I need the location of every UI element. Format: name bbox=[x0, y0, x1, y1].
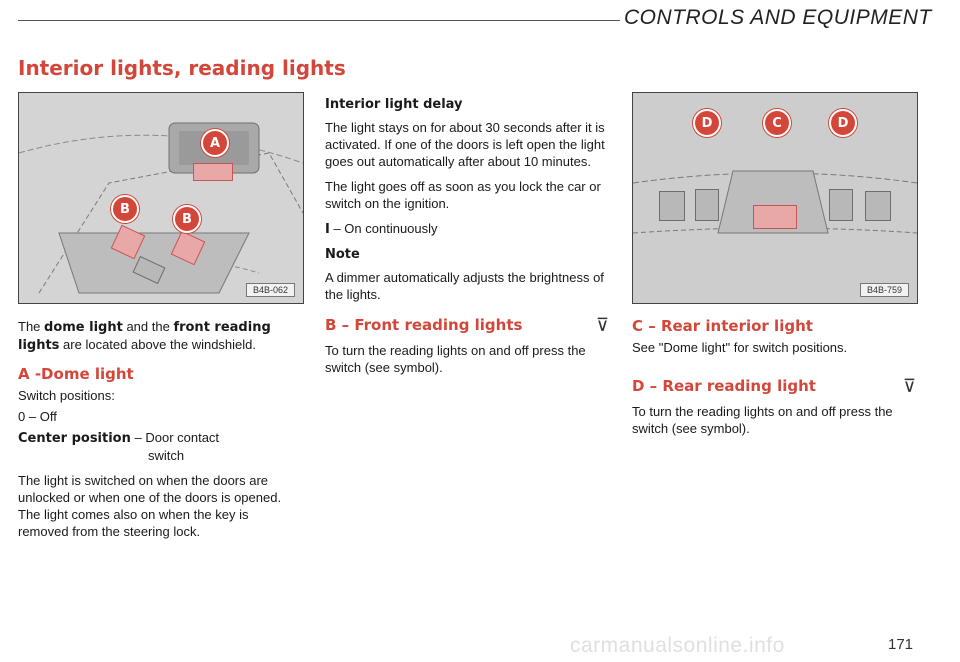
column-1 bbox=[18, 318, 284, 548]
rear-vent-right bbox=[865, 191, 891, 221]
dome-light-heading: A -Dome light bbox=[18, 365, 134, 383]
page-number: 171 bbox=[888, 636, 914, 653]
header-rule bbox=[18, 20, 620, 21]
dome-light-description: The light is switched on when the doors are unlocked or when one of the doors is opened. The light comes also on when the key is removed from the steering lock. bbox=[18, 473, 282, 539]
reading-light-symbol-icon: ⊽ bbox=[902, 376, 916, 397]
rear-interior-lamp bbox=[753, 205, 797, 229]
delay-paragraph-1: The light stays on for about 30 seconds after it is activated. If one of the doors is left open the light goes out automatically after about 10 minutes. bbox=[325, 120, 605, 169]
reading-light-symbol-icon: ⊽ bbox=[595, 315, 609, 336]
rear-reading-lamp-left bbox=[695, 189, 719, 221]
switch-positions-label: Switch positions: bbox=[18, 388, 115, 403]
position-center: Center position – Door contact switch bbox=[18, 430, 220, 463]
front-console-figure bbox=[18, 92, 304, 304]
rear-console-figure bbox=[632, 92, 918, 304]
page-title: Interior lights, reading lights bbox=[18, 56, 346, 80]
rear-interior-text: See "Dome light" for switch positions. bbox=[632, 340, 848, 355]
rear-reading-light-heading: D – Rear reading light ⊽ bbox=[632, 376, 916, 397]
rear-reading-lamp-right bbox=[829, 189, 853, 221]
rear-interior-light-heading: C – Rear interior light bbox=[632, 317, 813, 335]
callout-d-right: D bbox=[829, 109, 857, 137]
figure-caption: The dome light and the front reading lights are located above the windshield. bbox=[18, 319, 271, 353]
rear-reading-text: To turn the reading lights on and off press the switch (see symbol). bbox=[632, 404, 893, 436]
watermark: carmanualsonline.info bbox=[570, 634, 785, 657]
dome-light-lamp bbox=[193, 163, 233, 181]
section-header: CONTROLS AND EQUIPMENT bbox=[624, 6, 932, 29]
callout-b-left: B bbox=[111, 195, 139, 223]
delay-paragraph-2: The light goes off as soon as you lock the car or switch on the ignition. bbox=[325, 179, 601, 211]
figure-code: B4B-062 bbox=[246, 283, 295, 297]
callout-d-left: D bbox=[693, 109, 721, 137]
callout-c: C bbox=[763, 109, 791, 137]
interior-light-delay-heading: Interior light delay bbox=[325, 97, 463, 112]
front-reading-text: To turn the reading lights on and off press the switch (see symbol). bbox=[325, 343, 586, 375]
position-on: I – On continuously bbox=[325, 221, 438, 237]
note-text: A dimmer automatically adjusts the brightness of the lights. bbox=[325, 270, 604, 302]
note-heading: Note bbox=[325, 247, 360, 262]
position-off: 0 – Off bbox=[18, 409, 57, 424]
callout-b-right: B bbox=[173, 205, 201, 233]
front-reading-lights-heading: B – Front reading lights ⊽ bbox=[325, 315, 609, 336]
column-2 bbox=[325, 96, 609, 384]
column-3 bbox=[632, 318, 916, 445]
callout-a: A bbox=[201, 129, 229, 157]
figure-code: B4B-759 bbox=[860, 283, 909, 297]
rear-vent-left bbox=[659, 191, 685, 221]
